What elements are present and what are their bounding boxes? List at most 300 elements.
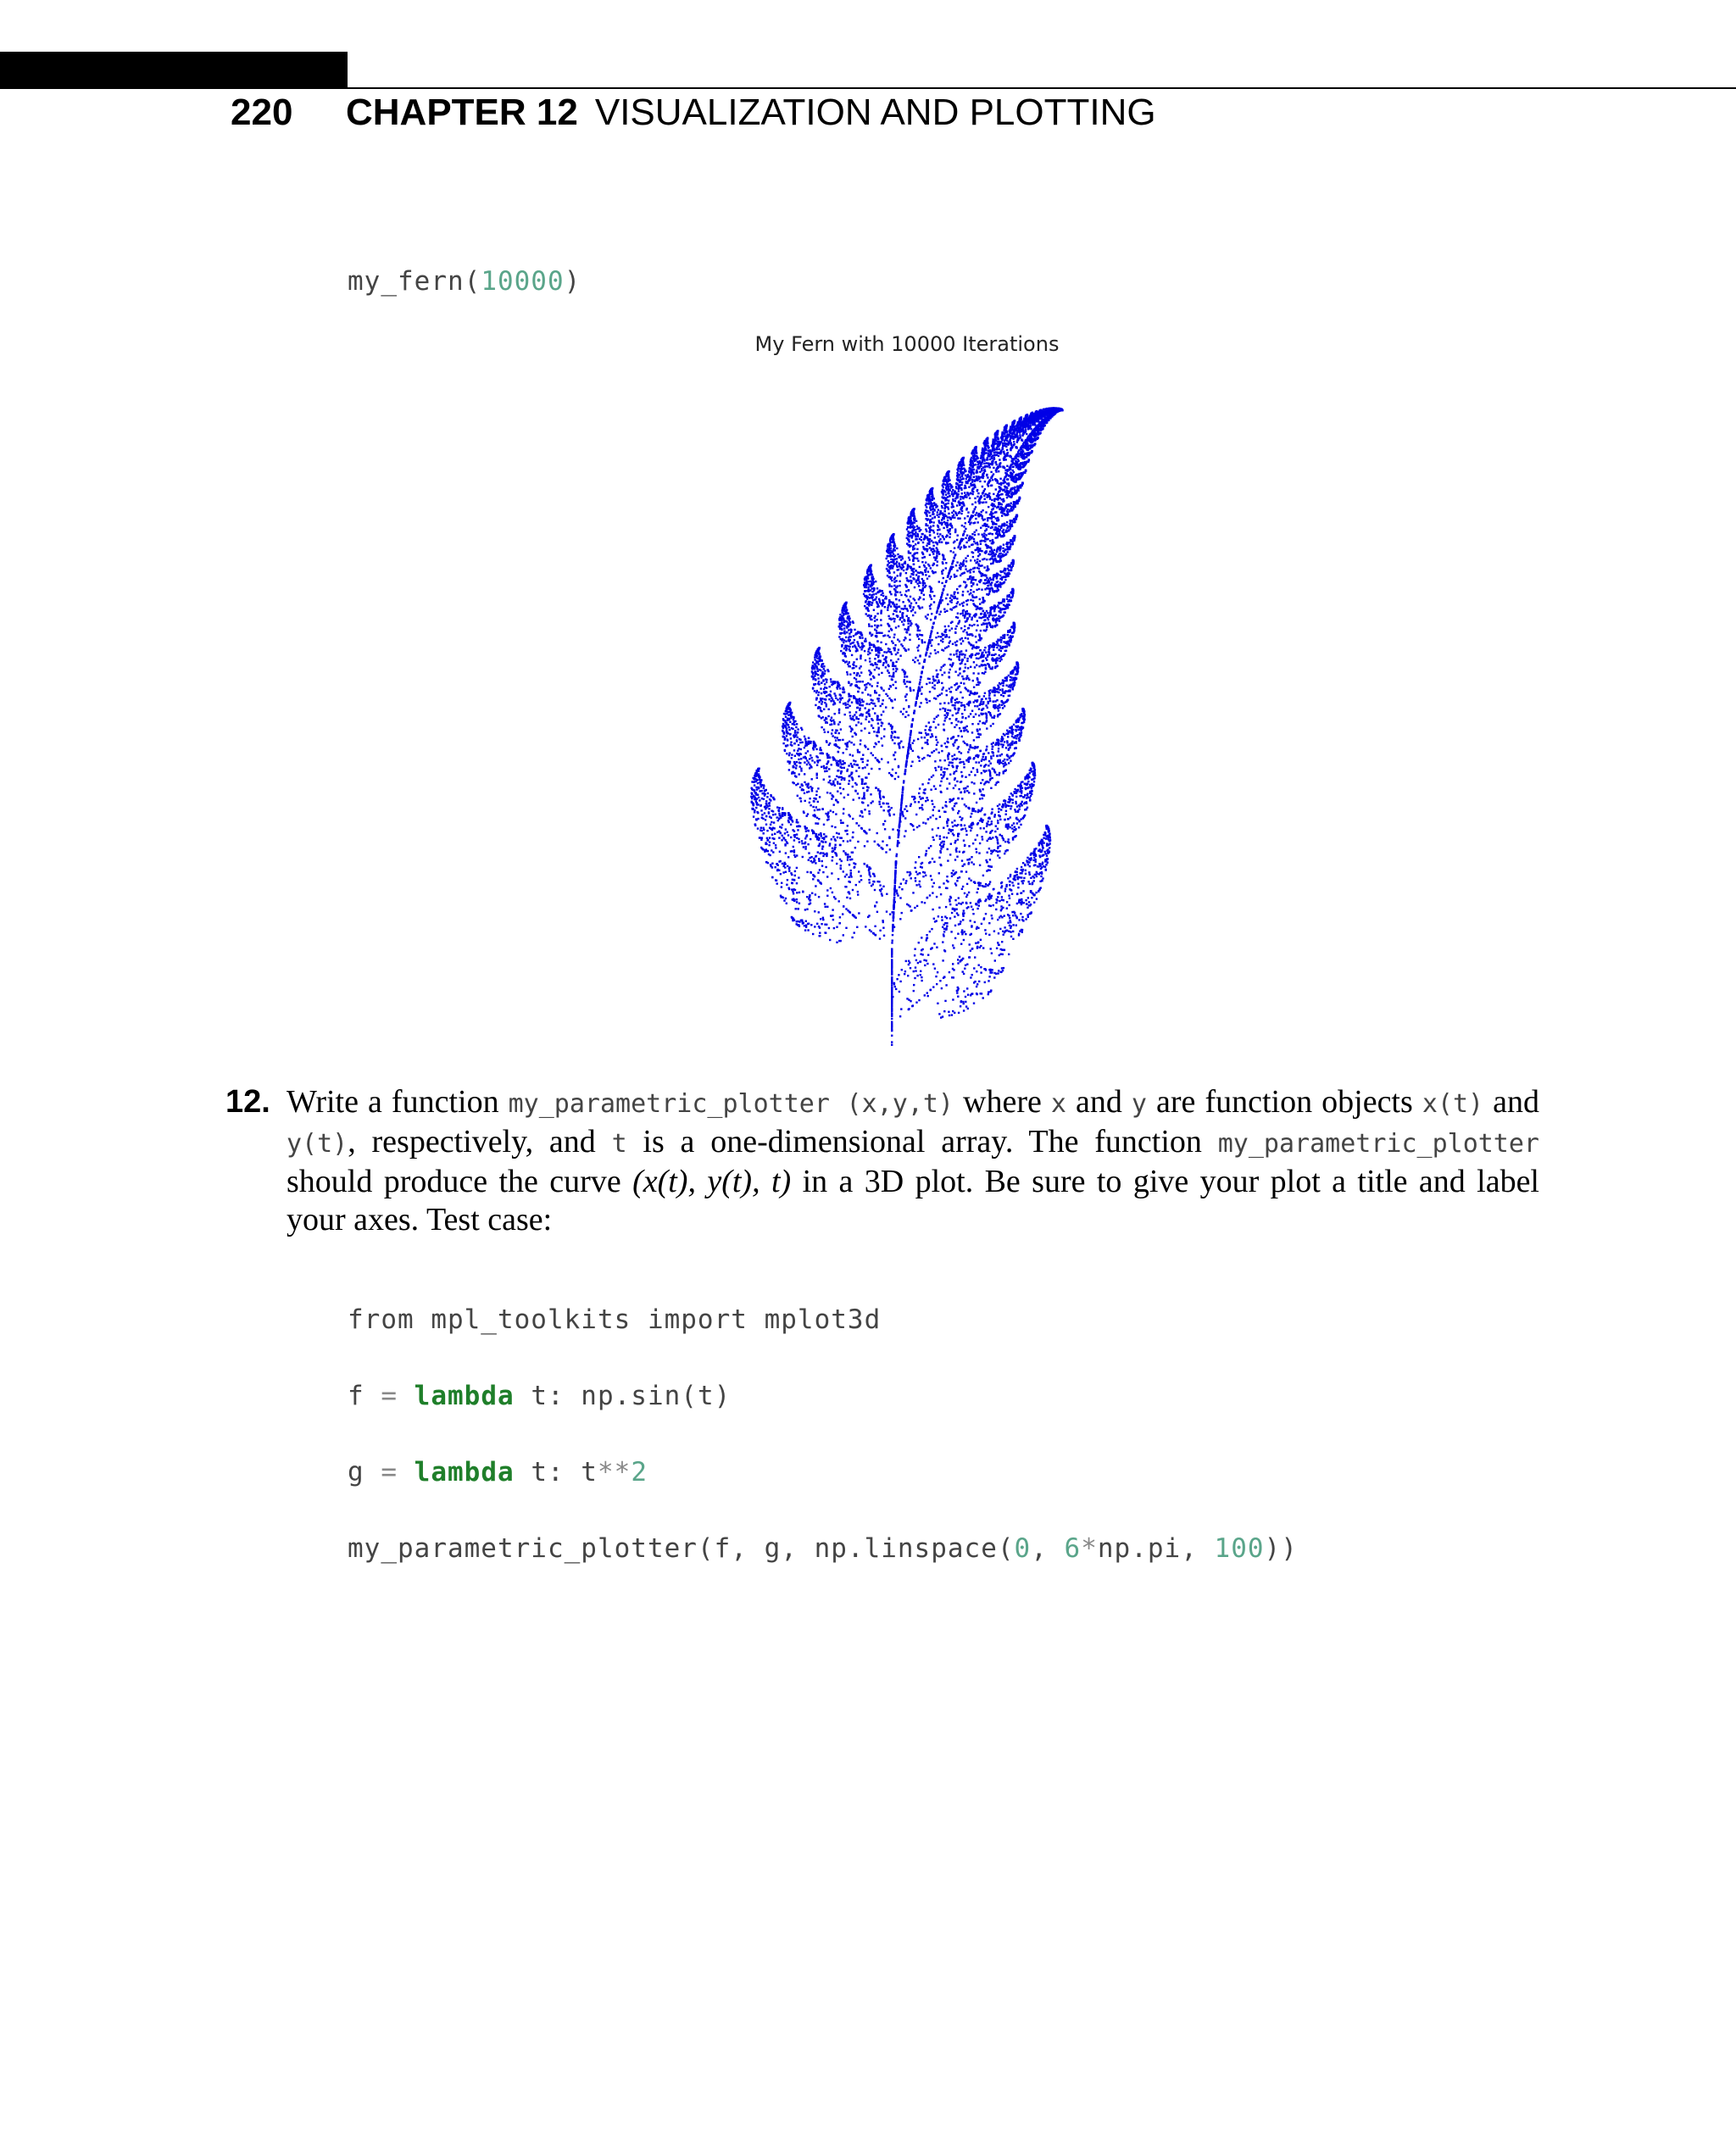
fern-point bbox=[843, 631, 845, 632]
fern-point bbox=[1029, 770, 1031, 771]
fern-point bbox=[919, 787, 921, 789]
fern-point bbox=[988, 506, 989, 508]
fern-point bbox=[1046, 855, 1048, 857]
fern-point bbox=[979, 553, 981, 555]
fern-point bbox=[1004, 915, 1005, 916]
fern-point bbox=[913, 984, 915, 986]
fern-point bbox=[924, 729, 926, 731]
fern-point bbox=[983, 918, 985, 920]
fern-point bbox=[1012, 938, 1014, 940]
fern-point bbox=[967, 511, 969, 513]
fern-point bbox=[818, 911, 820, 913]
fern-point bbox=[1014, 667, 1015, 669]
fern-point bbox=[829, 939, 831, 941]
fern-point bbox=[1002, 804, 1004, 805]
fern-point bbox=[984, 481, 986, 482]
fern-point bbox=[1028, 901, 1030, 903]
fern-point bbox=[909, 559, 910, 560]
fern-point bbox=[857, 792, 859, 794]
fern-point bbox=[815, 794, 817, 796]
fern-point bbox=[831, 798, 832, 799]
code-fern-call bbox=[348, 263, 581, 301]
fern-point bbox=[976, 559, 978, 560]
fern-point bbox=[999, 620, 1000, 621]
fern-point bbox=[887, 806, 889, 808]
fern-point bbox=[929, 605, 931, 607]
fern-point bbox=[765, 800, 767, 802]
fern-point bbox=[915, 536, 916, 537]
fern-point bbox=[865, 659, 866, 661]
fern-point bbox=[855, 711, 857, 713]
fern-point bbox=[775, 866, 776, 868]
fern-point bbox=[949, 630, 950, 631]
fern-point bbox=[971, 856, 972, 858]
fern-point bbox=[989, 970, 991, 971]
fern-point bbox=[901, 608, 903, 609]
fern-point bbox=[918, 663, 920, 665]
fern-point bbox=[786, 735, 787, 737]
fern-point bbox=[935, 557, 937, 559]
fern-point bbox=[954, 491, 955, 492]
fern-point bbox=[931, 733, 932, 735]
fern-point bbox=[947, 542, 949, 543]
fern-point bbox=[891, 942, 893, 943]
fern-point bbox=[862, 681, 864, 682]
fern-point bbox=[840, 772, 842, 774]
fern-point bbox=[828, 768, 830, 770]
fern-point bbox=[963, 559, 965, 561]
fern-point bbox=[1033, 880, 1035, 881]
fern-point bbox=[976, 834, 978, 836]
fern-point bbox=[846, 897, 848, 898]
fern-point bbox=[954, 529, 956, 531]
fern-point bbox=[1009, 888, 1010, 890]
fern-point bbox=[893, 581, 895, 582]
fern-point bbox=[795, 726, 797, 728]
fern-point bbox=[1007, 818, 1009, 820]
fern-point bbox=[1004, 949, 1005, 951]
fern-point bbox=[822, 716, 824, 718]
fern-point bbox=[930, 845, 932, 847]
fern-point bbox=[806, 791, 808, 792]
fern-point bbox=[913, 829, 915, 831]
fern-point bbox=[804, 925, 805, 926]
fern-point bbox=[961, 736, 963, 737]
fern-point bbox=[843, 813, 844, 815]
fern-point bbox=[971, 619, 972, 620]
fern-point bbox=[1031, 787, 1032, 789]
fern-point bbox=[895, 988, 897, 990]
fern-point bbox=[942, 926, 943, 928]
fern-point bbox=[849, 705, 850, 707]
fern-point bbox=[989, 459, 991, 460]
fern-point bbox=[898, 737, 899, 738]
fern-point bbox=[862, 701, 864, 703]
fern-point bbox=[984, 488, 986, 490]
fern-point bbox=[856, 641, 858, 642]
fern-point bbox=[943, 843, 944, 845]
fern-point bbox=[988, 526, 989, 527]
fern-point bbox=[950, 931, 952, 932]
fern-point bbox=[902, 601, 904, 603]
fern-point bbox=[883, 935, 885, 937]
fern-point bbox=[865, 707, 866, 709]
fern-point bbox=[948, 508, 949, 509]
fern-point bbox=[968, 859, 970, 860]
fern-point bbox=[1041, 855, 1043, 857]
fern-point bbox=[987, 852, 988, 854]
fern-point bbox=[820, 747, 821, 748]
fern-point bbox=[929, 594, 931, 596]
fern-point bbox=[808, 830, 810, 831]
fern-point bbox=[977, 888, 979, 890]
fern-point bbox=[947, 709, 949, 711]
fern-point bbox=[837, 737, 838, 738]
fern-point bbox=[1010, 503, 1012, 504]
fern-point bbox=[1001, 736, 1003, 737]
fern-point bbox=[827, 760, 829, 762]
fern-point bbox=[949, 782, 950, 784]
fern-point bbox=[912, 892, 914, 893]
fern-point bbox=[938, 509, 939, 510]
fern-point bbox=[931, 639, 932, 641]
fern-point bbox=[993, 610, 995, 612]
fern-point bbox=[760, 827, 762, 829]
fern-point bbox=[950, 687, 952, 688]
fern-point bbox=[954, 517, 955, 519]
fern-point bbox=[818, 681, 820, 682]
fern-point bbox=[796, 882, 798, 884]
fern-point bbox=[755, 818, 757, 820]
fern-point bbox=[1010, 760, 1011, 762]
fern-point bbox=[945, 805, 947, 807]
fern-point bbox=[882, 654, 883, 656]
fern-point bbox=[839, 916, 841, 918]
fern-point bbox=[1027, 914, 1028, 915]
fern-point bbox=[865, 926, 866, 927]
fern-point bbox=[1045, 837, 1047, 839]
fern-point bbox=[921, 578, 923, 580]
fern-point bbox=[944, 708, 946, 709]
fern-point bbox=[847, 664, 849, 665]
fern-point bbox=[791, 757, 793, 759]
fern-point bbox=[941, 519, 943, 520]
fern-point bbox=[971, 481, 973, 482]
fern-point bbox=[1022, 862, 1024, 864]
fern-point bbox=[986, 727, 988, 729]
fern-point bbox=[861, 798, 863, 799]
fern-point bbox=[926, 545, 927, 547]
fern-point bbox=[891, 1041, 893, 1043]
fern-point bbox=[839, 687, 841, 689]
fern-point bbox=[846, 660, 848, 662]
fern-point bbox=[908, 557, 910, 559]
fern-point bbox=[843, 850, 844, 852]
fern-point bbox=[999, 845, 1001, 847]
fern-point bbox=[846, 854, 848, 855]
fern-point bbox=[972, 913, 974, 915]
fern-point bbox=[832, 729, 833, 731]
fern-point bbox=[819, 669, 821, 670]
fern-point bbox=[1029, 883, 1031, 885]
fern-point bbox=[878, 698, 880, 699]
fern-point bbox=[798, 748, 799, 749]
fern-point bbox=[973, 687, 975, 688]
fern-point bbox=[1025, 918, 1027, 920]
fern-point bbox=[963, 526, 965, 527]
fern-point bbox=[898, 648, 899, 650]
fern-point bbox=[926, 934, 927, 936]
fern-point bbox=[853, 661, 854, 663]
fern-point bbox=[998, 811, 999, 813]
fern-point bbox=[929, 547, 931, 548]
fern-point bbox=[966, 964, 968, 965]
fern-point bbox=[898, 776, 899, 777]
fern-point bbox=[780, 895, 782, 897]
fern-point bbox=[938, 636, 939, 637]
fern-point bbox=[980, 527, 982, 529]
fern-point bbox=[1018, 826, 1020, 828]
fern-point bbox=[991, 820, 993, 822]
fern-point bbox=[917, 582, 919, 584]
fern-point bbox=[1002, 707, 1004, 709]
fern-point bbox=[849, 776, 850, 777]
fern-point bbox=[813, 741, 815, 742]
fern-point bbox=[941, 570, 943, 572]
fern-point bbox=[818, 834, 820, 836]
fern-point bbox=[785, 871, 787, 873]
fern-point bbox=[797, 795, 798, 797]
fern-point bbox=[929, 554, 931, 556]
fern-point bbox=[841, 770, 843, 772]
fern-point bbox=[1035, 892, 1037, 893]
fern-point bbox=[998, 932, 999, 934]
fern-point bbox=[824, 720, 826, 721]
fern-point bbox=[999, 763, 1000, 765]
fern-point bbox=[796, 819, 798, 820]
fern-point bbox=[967, 637, 969, 639]
fern-point bbox=[897, 894, 899, 896]
fern-point bbox=[968, 748, 970, 750]
fern-point bbox=[828, 776, 830, 777]
fern-point bbox=[826, 757, 828, 759]
fern-point bbox=[1014, 826, 1015, 828]
fern-point bbox=[940, 640, 942, 642]
fern-point bbox=[955, 909, 957, 910]
fern-point bbox=[771, 863, 773, 865]
fern-point bbox=[798, 892, 800, 893]
fern-point bbox=[1010, 626, 1012, 628]
fern-point bbox=[814, 690, 815, 692]
fern-point bbox=[778, 837, 780, 838]
fern-point bbox=[1016, 868, 1018, 870]
fern-point bbox=[947, 859, 949, 861]
fern-point bbox=[788, 870, 790, 871]
fern-point bbox=[979, 560, 981, 562]
fern-point bbox=[1005, 685, 1007, 687]
fern-point bbox=[900, 807, 902, 809]
fern-point bbox=[932, 886, 933, 887]
fern-point bbox=[956, 504, 958, 506]
fern-point bbox=[832, 919, 834, 920]
fern-point bbox=[823, 668, 825, 670]
fern-point bbox=[959, 659, 960, 661]
fern-point bbox=[977, 723, 979, 725]
fern-point bbox=[876, 901, 877, 903]
fern-point bbox=[1000, 526, 1002, 528]
fern-point bbox=[932, 530, 934, 531]
fern-point bbox=[878, 881, 880, 882]
fern-point bbox=[937, 742, 938, 743]
fern-point bbox=[860, 879, 862, 881]
fern-point bbox=[944, 715, 946, 716]
fern-point bbox=[954, 771, 955, 773]
fern-point bbox=[924, 737, 926, 738]
fern-point bbox=[925, 574, 926, 576]
fern-point bbox=[1016, 903, 1018, 904]
fern-point bbox=[973, 476, 975, 478]
fern-point bbox=[976, 584, 978, 586]
fern-point bbox=[962, 761, 964, 763]
fern-point bbox=[817, 677, 819, 679]
fern-point bbox=[817, 851, 819, 853]
fern-point bbox=[874, 620, 876, 622]
fern-point bbox=[896, 978, 898, 980]
fern-point bbox=[1023, 877, 1025, 879]
fern-point bbox=[960, 489, 962, 491]
fern-point bbox=[1003, 934, 1004, 936]
fern-point bbox=[778, 807, 780, 809]
fern-point bbox=[829, 844, 831, 846]
fern-point bbox=[787, 834, 789, 836]
fern-point bbox=[988, 922, 990, 924]
fern-point bbox=[876, 685, 878, 687]
fern-point bbox=[782, 837, 784, 838]
code-number: 10000 bbox=[481, 266, 565, 297]
fern-point bbox=[975, 839, 976, 841]
fern-point bbox=[964, 656, 965, 658]
fern-point bbox=[858, 912, 860, 914]
fern-point bbox=[874, 658, 876, 659]
fern-point bbox=[973, 758, 975, 759]
fern-point bbox=[878, 801, 880, 803]
fern-point bbox=[997, 839, 999, 841]
fern-point bbox=[919, 760, 921, 762]
fern-point bbox=[951, 506, 953, 508]
fern-point bbox=[1007, 827, 1009, 829]
fern-point bbox=[832, 915, 833, 916]
fern-point bbox=[843, 642, 844, 643]
fern-point bbox=[970, 599, 971, 601]
fern-point bbox=[785, 745, 787, 747]
fern-point bbox=[943, 521, 945, 523]
fern-point bbox=[971, 906, 972, 908]
fern-point bbox=[919, 634, 921, 636]
fern-point bbox=[844, 876, 846, 877]
fern-point bbox=[934, 537, 936, 538]
fern-point bbox=[766, 837, 768, 839]
fern-point bbox=[781, 886, 782, 887]
fern-point bbox=[906, 681, 908, 682]
fern-point bbox=[919, 566, 921, 568]
fern-point bbox=[965, 496, 967, 498]
fern-point bbox=[871, 725, 872, 726]
fern-point bbox=[833, 692, 835, 694]
fern-point bbox=[997, 642, 999, 644]
fern-point bbox=[943, 497, 945, 498]
fern-point bbox=[862, 761, 864, 763]
fern-point bbox=[1010, 936, 1012, 937]
fern-point bbox=[978, 736, 980, 737]
fern-point bbox=[881, 888, 882, 890]
fern-point bbox=[895, 855, 897, 857]
fern-point bbox=[954, 840, 956, 842]
fern-point bbox=[835, 739, 837, 741]
fern-point bbox=[952, 664, 954, 665]
fern-point bbox=[1007, 823, 1009, 825]
fern-point bbox=[952, 596, 954, 598]
fern-point bbox=[918, 576, 920, 577]
fern-point bbox=[821, 665, 822, 667]
fern-point bbox=[918, 792, 920, 794]
fern-point bbox=[926, 702, 927, 703]
fern-point bbox=[963, 766, 965, 768]
fern-point bbox=[829, 792, 831, 794]
fern-point bbox=[935, 726, 937, 728]
fern-point bbox=[994, 959, 996, 961]
fern-point bbox=[946, 787, 948, 789]
fern-point bbox=[1010, 635, 1011, 637]
fern-point bbox=[878, 726, 880, 728]
fern-point bbox=[934, 571, 936, 573]
fern-point bbox=[873, 746, 875, 748]
fern-point bbox=[972, 680, 974, 681]
fern-point bbox=[965, 637, 966, 639]
fern-point bbox=[870, 678, 871, 680]
fern-point bbox=[972, 600, 974, 602]
fern-point bbox=[869, 642, 871, 644]
fern-point bbox=[964, 517, 965, 519]
fern-point bbox=[899, 592, 901, 593]
fern-point bbox=[880, 705, 882, 707]
fern-point bbox=[1017, 883, 1019, 885]
fern-point bbox=[981, 836, 982, 837]
fern-point bbox=[880, 648, 882, 649]
fern-point bbox=[957, 962, 959, 964]
fern-point bbox=[974, 559, 976, 561]
fern-point bbox=[1014, 809, 1015, 810]
fern-point bbox=[921, 937, 922, 938]
fern-point bbox=[869, 829, 871, 831]
fern-point bbox=[989, 449, 991, 451]
fern-point bbox=[933, 601, 935, 603]
fern-point bbox=[988, 697, 990, 698]
fern-point bbox=[792, 891, 793, 893]
fern-point bbox=[993, 649, 994, 651]
fern-point bbox=[815, 806, 817, 808]
fern-point bbox=[976, 625, 978, 626]
fern-point bbox=[974, 531, 976, 533]
fern-point bbox=[804, 848, 806, 849]
fern-point bbox=[891, 984, 893, 986]
fern-point bbox=[958, 923, 960, 925]
fern-point bbox=[941, 688, 943, 690]
fern-point bbox=[997, 854, 999, 856]
fern-point bbox=[959, 759, 960, 760]
fern-point bbox=[949, 597, 951, 598]
fern-point bbox=[891, 728, 893, 730]
fern-point bbox=[882, 699, 884, 701]
